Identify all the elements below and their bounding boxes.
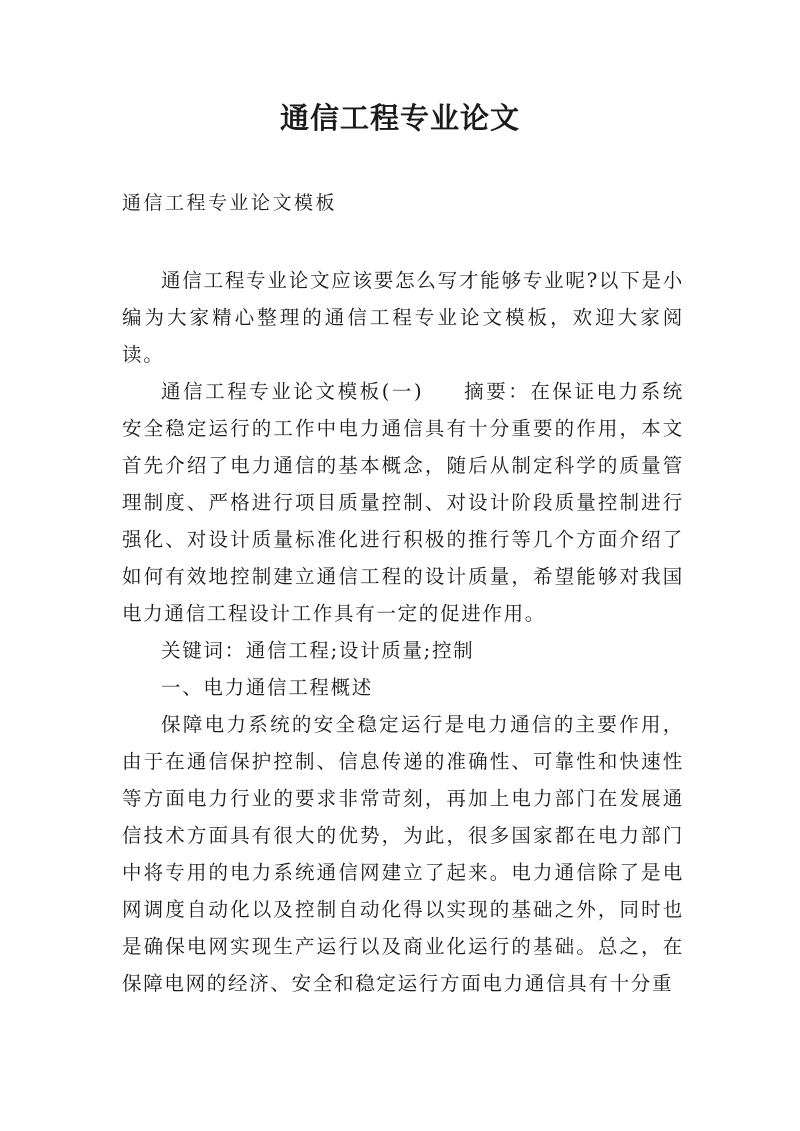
document-subtitle: 通信工程专业论文模板 (122, 192, 338, 214)
document-body (122, 262, 684, 1002)
abstract-text: 摘要：在保证电力系统安全稳定运行的工作中电力通信具有十分重要的作用，本文首先介绍了电力通信的基本概念，随后从制定科学的质量管理制度、严格进行项目质量控制、对设计阶段质量控制进行强化、对设计质量标准化进行积极的推行等几个方面介绍了如何有效地控制建立通信工程的设计质量，希望能够对我国电力通信工程设计工作具有一定的促进作用。 (122, 380, 684, 625)
section-heading-text: 一、电力通信工程概述 (161, 676, 374, 699)
keywords-text: 关键词：通信工程;设计质量;控制 (161, 639, 475, 662)
section-heading (122, 669, 684, 706)
document-title: 通信工程专业论文 (279, 101, 520, 135)
intro-text: 通信工程专业论文应该要怎么写才能够专业呢?以下是小编为大家精心整理的通信工程专业论文模板，欢迎大家阅读。 (122, 269, 684, 366)
template-heading: 通信工程专业论文模板(一) (161, 380, 424, 403)
body-paragraph (122, 706, 684, 1002)
keywords-paragraph (122, 632, 684, 669)
abstract-paragraph (122, 373, 684, 632)
body-paragraph-text: 保障电力系统的安全稳定运行是电力通信的主要作用，由于在通信保护控制、信息传递的准确性、可靠性和快速性等方面电力行业的要求非常苛刻，再加上电力部门在发展通信技术方面具有很大的优势，为此，很多国家都在电力部门中将专用的电力系统通信网建立了起来。电力通信除了是电网调度自动化以及控制自动化得以实现的基础之外，同时也是确保电网实现生产运行以及商业化运行的基础。总之，在保障电网的经济、安全和稳定运行方面电力通信具有十分重 (122, 713, 684, 995)
intro-paragraph (122, 262, 684, 373)
